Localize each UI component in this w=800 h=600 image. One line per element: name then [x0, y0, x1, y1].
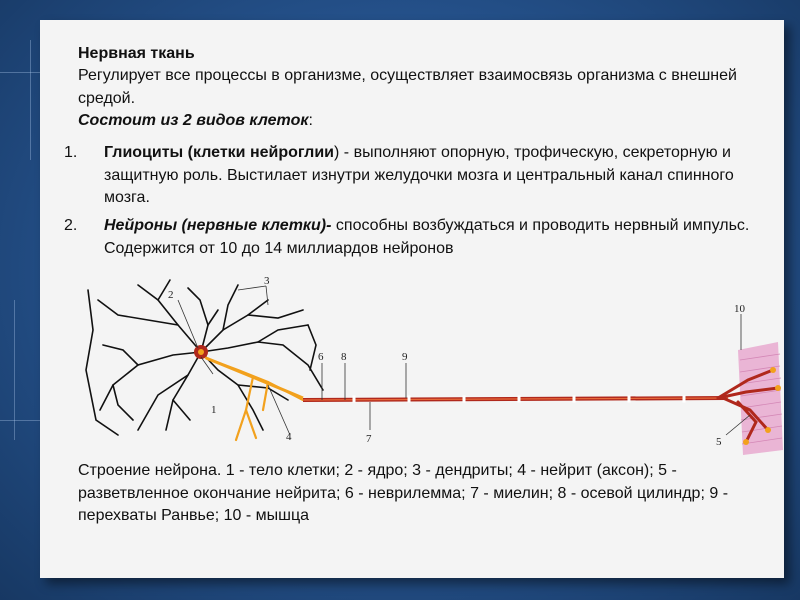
consists-of — [78, 110, 313, 133]
label-neurilemma: 6 — [318, 351, 324, 363]
list-number-2: 2. — [64, 217, 78, 234]
label-myelin: 7 — [366, 433, 372, 445]
neurite-collaterals — [206, 358, 303, 440]
caption — [78, 460, 738, 528]
decor-line — [0, 72, 40, 73]
caption-title: Строение нейрона — [78, 462, 217, 479]
list-item-gliocytes-title: Глиоциты (клетки нейроглии — [104, 144, 335, 161]
caption-text: . 1 - тело клетки; 2 - ядро; 3 - дендриты; 4 - нейрит (аксон); 5 - разветвленное окончание нейрита; 6 - неврилемма; 7 - миелин; 8 - осевой цилиндр; 9 - перехваты Ранвье; 10 - мышца — [78, 462, 729, 524]
list-item-neurons-title: Нейроны (нервные клетки)- — [104, 217, 332, 234]
muscle — [738, 342, 783, 455]
label-cell-body: 1 — [211, 404, 217, 416]
label-nucleus: 2 — [168, 289, 174, 301]
decor-line — [30, 40, 31, 160]
intro-text: Регулирует все процессы в организме, осуществляет взаимосвязь организма с внешней средой. — [78, 67, 737, 107]
neuron-diagram — [78, 270, 798, 455]
label-nerve-ending: 5 — [716, 436, 722, 448]
label-neurite: 4 — [286, 431, 292, 443]
label-axial-cylinder: 8 — [341, 351, 347, 363]
list-item-neurons-text: способны возбуждаться и проводить нервный импульс. Содержится от 10 до 14 миллиардов нейронов — [104, 217, 750, 257]
label-ranvier-nodes: 9 — [402, 351, 408, 363]
label-muscle: 10 — [734, 303, 745, 315]
list-number-1: 1. — [64, 144, 78, 161]
label-dendrites: 3 — [264, 275, 270, 287]
consists-of-colon: : — [308, 112, 313, 129]
page-title: Нервная ткань — [78, 45, 195, 62]
list-item-neurons — [104, 215, 754, 260]
list-item-gliocytes-text: ) - выполняют опорную, трофическую, секреторную и защитную роль. Выстилает изнутри желудочки мозга и центральный канал спинного мозга. — [104, 144, 734, 206]
list-item-gliocytes — [104, 142, 754, 210]
diagram-labels — [168, 275, 746, 448]
decor-line — [14, 300, 15, 440]
leader-lines — [178, 286, 750, 435]
nucleus — [198, 349, 204, 355]
decor-line — [0, 420, 40, 421]
consists-of-label: Состоит из 2 видов клеток — [78, 112, 309, 129]
axon — [206, 358, 728, 402]
